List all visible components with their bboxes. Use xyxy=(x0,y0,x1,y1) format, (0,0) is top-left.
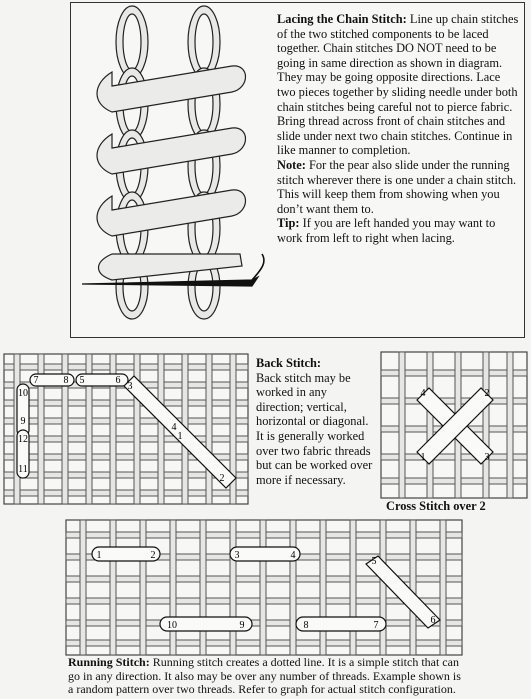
chain-stitch-illustration xyxy=(72,4,272,336)
running-num-2: 2 xyxy=(150,550,156,561)
cross-stitch-grid xyxy=(381,352,527,498)
cross-num-4: 4 xyxy=(420,388,426,399)
back-stitch-text xyxy=(256,356,374,487)
back-num-6: 6 xyxy=(115,375,121,386)
chain-column-right xyxy=(188,6,220,319)
chain-tip-text: If you are left handed you may want to work from left to right when lacing. xyxy=(277,216,496,245)
back-num-1: 1 xyxy=(177,431,183,442)
chain-stitch-title: Lacing the Chain Stitch: xyxy=(277,12,407,26)
running-num-3: 3 xyxy=(234,550,240,561)
running-stitch-text xyxy=(68,656,468,697)
running-num-5: 5 xyxy=(371,556,377,567)
back-num-3: 3 xyxy=(127,381,133,392)
back-num-9: 9 xyxy=(20,416,26,427)
back-stitch-title: Back Stitch: xyxy=(256,356,322,370)
running-num-7: 7 xyxy=(373,620,379,631)
running-num-1: 1 xyxy=(96,550,102,561)
cross-num-1: 1 xyxy=(420,452,426,463)
running-num-4: 4 xyxy=(290,550,296,561)
running-stitch-grid xyxy=(66,520,462,655)
cross-stitch-caption: Cross Stitch over 2 xyxy=(386,499,486,513)
running-num-6: 6 xyxy=(430,615,436,626)
back-num-2: 2 xyxy=(219,473,225,484)
running-stitch-title: Running Stitch: xyxy=(68,655,150,669)
running-stitch-body: Running stitch creates a dotted line. It is a simple stitch that can go in any direction. It also may be over any number of threads. Example shown is a random pattern over two threads. Refer to graph for actual stitch configuration. xyxy=(68,655,461,697)
back-num-5: 5 xyxy=(79,375,85,386)
back-num-11: 11 xyxy=(18,464,28,475)
cross-num-2: 2 xyxy=(484,388,490,399)
chain-note-text: For the pear also slide under the running stitch wherever there is one under a chain stitch. This will keep them from showing when you don’t want them to. xyxy=(277,157,517,216)
back-num-12: 12 xyxy=(18,434,28,445)
back-num-10: 10 xyxy=(18,388,28,399)
chain-stitch-body: Line up chain stitches of the two stitched components to be laced together. Chain stitches DO NOT need to be going in same direction as shown in diagram. They may be going opposite directions. Lace two pieces together by sliding needle under both chain stitches being careful not to pierce fabric. Bring thread across front of chain stitches and slide under next two chain stitches. Continue in like manner to completion. xyxy=(277,12,519,158)
cross-num-3: 3 xyxy=(484,452,490,463)
chain-tip-label: Tip: xyxy=(277,216,300,231)
running-num-9: 9 xyxy=(239,620,245,631)
back-num-4: 4 xyxy=(171,422,177,433)
back-stitch-grid xyxy=(4,354,248,504)
back-stitch-body: Back stitch may be worked in any direction; vertical, horizontal or diagonal. It is generally worked over two fabric threads but can be worked over more if necessary. xyxy=(256,370,373,487)
chain-stitch-text xyxy=(277,12,521,246)
back-num-7: 7 xyxy=(33,375,39,386)
running-num-10: 10 xyxy=(167,620,177,631)
chain-note-label: Note: xyxy=(277,157,306,172)
back-num-8: 8 xyxy=(63,375,69,386)
running-num-8: 8 xyxy=(303,620,309,631)
